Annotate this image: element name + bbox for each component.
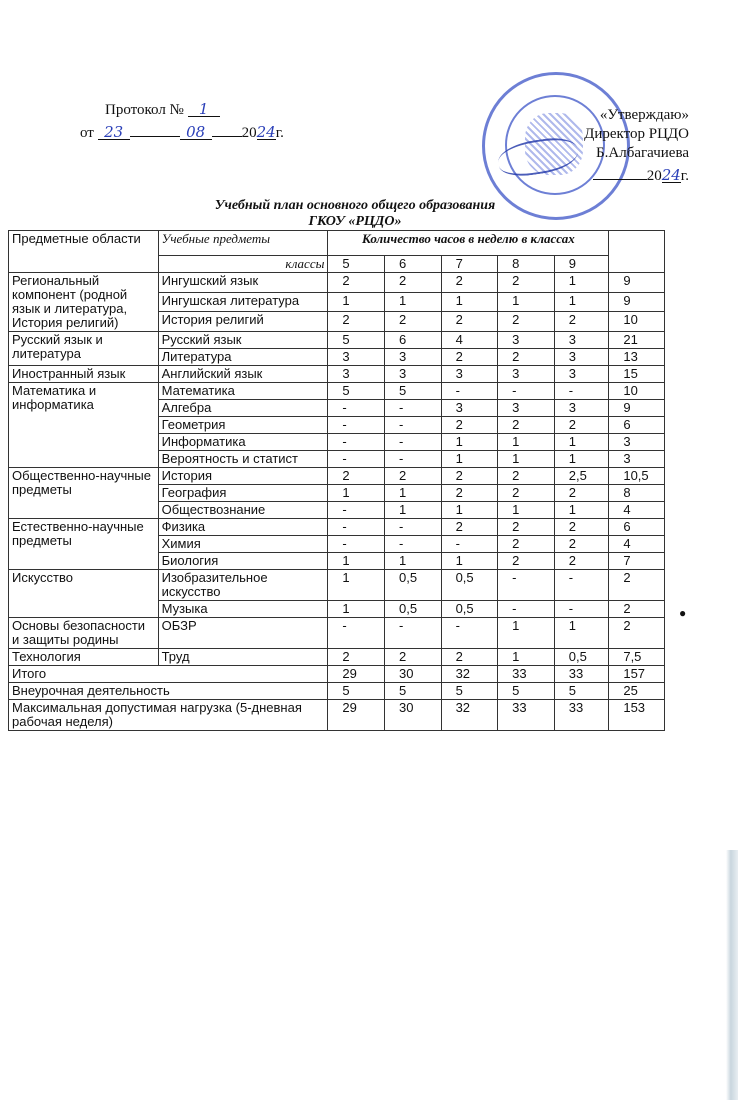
protocol-year-end: г. [275, 125, 284, 141]
subject-cell: Обществознание [158, 502, 328, 519]
hours-cell: - [384, 451, 441, 468]
protocol-from-label: от [80, 125, 94, 141]
hours-cell: 5 [328, 383, 385, 400]
hours-cell: - [441, 383, 498, 400]
hours-cell: 5 [328, 332, 385, 349]
hours-cell: 1 [554, 292, 609, 312]
hours-cell: 3 [328, 349, 385, 366]
table-row [9, 332, 665, 349]
subject-area-cell: Искусство [9, 570, 159, 618]
protocol-month-pad-right [212, 120, 242, 137]
totals-row [9, 700, 665, 731]
hours-cell: 2,5 [554, 468, 609, 485]
hours-cell: 1 [498, 618, 555, 649]
approval-heading: «Утверждаю» [599, 107, 689, 123]
hours-cell: 5 [441, 683, 498, 700]
hours-cell: 2 [441, 468, 498, 485]
hours-cell: 1 [554, 434, 609, 451]
hours-cell: - [328, 451, 385, 468]
total-hours-cell: 3 [609, 434, 665, 451]
hours-cell: 3 [384, 366, 441, 383]
hours-cell: 1 [328, 485, 385, 502]
title-line-2: ГКОУ «РЦДО» [308, 214, 402, 229]
header-subjects: Учебные предметы [158, 231, 328, 256]
hours-cell: 2 [384, 649, 441, 666]
total-hours-cell: 9 [609, 292, 665, 312]
total-hours-cell: 2 [609, 601, 665, 618]
hours-cell: 1 [441, 434, 498, 451]
hours-cell: - [384, 434, 441, 451]
hours-cell: - [498, 601, 555, 618]
total-hours-cell: 15 [609, 366, 665, 383]
hours-cell: 2 [554, 519, 609, 536]
stray-mark: ● [679, 606, 687, 620]
hours-cell: 32 [441, 666, 498, 683]
total-hours-cell: 25 [609, 683, 665, 700]
hours-cell: 3 [554, 332, 609, 349]
subject-cell: Физика [158, 519, 328, 536]
total-hours-cell: 7,5 [609, 649, 665, 666]
total-hours-cell: 2 [609, 570, 665, 601]
header-grade: 9 [554, 256, 609, 273]
subject-cell: География [158, 485, 328, 502]
hours-cell: 2 [554, 485, 609, 502]
hours-cell: 1 [554, 502, 609, 519]
header-classes-label: классы [158, 256, 328, 273]
subject-cell: Информатика [158, 434, 328, 451]
hours-cell: 1 [328, 292, 385, 312]
hours-cell: 33 [498, 700, 555, 731]
hours-cell: 3 [554, 349, 609, 366]
hours-cell: 0,5 [441, 570, 498, 601]
table-row [9, 649, 665, 666]
subject-area-cell: Русский язык и литература [9, 332, 159, 366]
hours-cell: 30 [384, 666, 441, 683]
header-grade: 7 [441, 256, 498, 273]
hours-cell: 3 [441, 366, 498, 383]
hours-cell: 5 [384, 683, 441, 700]
header-grade: 6 [384, 256, 441, 273]
hours-cell: - [328, 618, 385, 649]
total-hours-cell: 13 [609, 349, 665, 366]
header-hours: Количество часов в неделю в классах [328, 231, 609, 256]
hours-cell: 3 [441, 400, 498, 417]
hours-cell: 33 [554, 666, 609, 683]
approval-date-blank [593, 163, 647, 180]
subject-area-cell: Естественно-научные предметы [9, 519, 159, 570]
header-grade: 8 [498, 256, 555, 273]
hours-cell: 1 [554, 618, 609, 649]
hours-cell: 0,5 [384, 601, 441, 618]
hours-cell: 2 [328, 312, 385, 332]
approval-date-prefix: 20 [646, 168, 662, 184]
protocol-number: 1 [188, 100, 220, 117]
subject-area-cell: Математика и информатика [9, 383, 159, 468]
hours-cell: 2 [384, 468, 441, 485]
hours-cell: 1 [554, 273, 609, 293]
hours-cell: - [328, 434, 385, 451]
protocol-year-prefix: 20 [241, 125, 257, 141]
document-title [190, 198, 520, 230]
hours-cell: - [441, 536, 498, 553]
hours-cell: 1 [441, 292, 498, 312]
approval-block [565, 106, 689, 186]
hours-cell: 2 [441, 417, 498, 434]
approval-name: Б.Албагачиева [596, 145, 689, 161]
hours-cell: 2 [384, 273, 441, 293]
hours-cell: 2 [328, 468, 385, 485]
total-hours-cell: 10,5 [609, 468, 665, 485]
page-edge-shadow [726, 850, 738, 1100]
protocol-date-line [80, 120, 284, 143]
hours-cell: 1 [384, 292, 441, 312]
table-row [9, 570, 665, 601]
hours-cell: - [554, 570, 609, 601]
total-hours-cell: 9 [609, 273, 665, 293]
hours-cell: - [328, 417, 385, 434]
hours-cell: 1 [498, 502, 555, 519]
hours-cell: 5 [384, 383, 441, 400]
hours-cell: 3 [498, 400, 555, 417]
header-row [9, 231, 665, 256]
hours-cell: 5 [328, 683, 385, 700]
hours-cell: 33 [554, 700, 609, 731]
hours-cell: 2 [498, 485, 555, 502]
subject-cell: Геометрия [158, 417, 328, 434]
approval-date [565, 163, 689, 186]
hours-cell: 1 [498, 451, 555, 468]
hours-cell: 6 [384, 332, 441, 349]
hours-cell: - [384, 519, 441, 536]
hours-cell: 2 [498, 519, 555, 536]
total-hours-cell: 7 [609, 553, 665, 570]
subject-cell: История религий [158, 312, 328, 332]
hours-cell: 3 [384, 349, 441, 366]
totals-label-cell: Итого [9, 666, 328, 683]
hours-cell: - [384, 536, 441, 553]
total-hours-cell: 8 [609, 485, 665, 502]
hours-cell: 5 [554, 683, 609, 700]
hours-cell: 3 [554, 366, 609, 383]
protocol-number-line [80, 100, 284, 120]
subject-cell: ОБЗР [158, 618, 328, 649]
subject-cell: Математика [158, 383, 328, 400]
curriculum-table-body [9, 231, 665, 731]
hours-cell: 32 [441, 700, 498, 731]
subject-cell: Ингушская литература [158, 292, 328, 312]
header-total [609, 231, 665, 273]
subject-cell: Биология [158, 553, 328, 570]
subject-cell: Труд [158, 649, 328, 666]
hours-cell: 2 [441, 519, 498, 536]
hours-cell: 1 [441, 502, 498, 519]
hours-cell: 2 [498, 312, 555, 332]
hours-cell: - [498, 383, 555, 400]
hours-cell: - [441, 618, 498, 649]
hours-cell: - [328, 400, 385, 417]
curriculum-table [8, 230, 665, 731]
header-grade: 5 [328, 256, 385, 273]
hours-cell: 2 [441, 649, 498, 666]
hours-cell: - [328, 519, 385, 536]
protocol-block [80, 100, 284, 143]
subject-cell: Химия [158, 536, 328, 553]
hours-cell: 3 [328, 366, 385, 383]
subject-cell: Музыка [158, 601, 328, 618]
total-hours-cell: 3 [609, 451, 665, 468]
hours-cell: 0,5 [441, 601, 498, 618]
hours-cell: 2 [554, 417, 609, 434]
subject-cell: История [158, 468, 328, 485]
protocol-day: 23 [98, 123, 130, 140]
hours-cell: 3 [498, 366, 555, 383]
total-hours-cell: 10 [609, 312, 665, 332]
hours-cell: 1 [384, 502, 441, 519]
approval-date-end: г. [680, 168, 689, 184]
header-areas: Предметные области [9, 231, 159, 273]
subject-cell: Английский язык [158, 366, 328, 383]
hours-cell: 4 [441, 332, 498, 349]
hours-cell: 1 [498, 649, 555, 666]
hours-cell: 29 [328, 666, 385, 683]
hours-cell: 2 [441, 485, 498, 502]
hours-cell: - [384, 618, 441, 649]
hours-cell: 2 [554, 312, 609, 332]
hours-cell: 2 [498, 417, 555, 434]
total-hours-cell: 4 [609, 536, 665, 553]
hours-cell: - [384, 417, 441, 434]
hours-cell: 1 [384, 553, 441, 570]
hours-cell: 2 [441, 273, 498, 293]
subject-area-cell: Региональный компонент (родной язык и литература, История религий) [9, 273, 159, 332]
total-hours-cell: 157 [609, 666, 665, 683]
hours-cell: 2 [498, 468, 555, 485]
title-line-1: Учебный план основного общего образования [214, 198, 496, 213]
hours-cell: 30 [384, 700, 441, 731]
subject-cell: Вероятность и статист [158, 451, 328, 468]
subject-area-cell: Иностранный язык [9, 366, 159, 383]
subject-area-cell: Общественно-научные предметы [9, 468, 159, 519]
hours-cell: 1 [328, 553, 385, 570]
hours-cell: 1 [441, 451, 498, 468]
hours-cell: 2 [441, 349, 498, 366]
protocol-month-pad-left [130, 120, 180, 137]
hours-cell: - [384, 400, 441, 417]
total-hours-cell: 10 [609, 383, 665, 400]
hours-cell: 0,5 [384, 570, 441, 601]
hours-cell: 2 [498, 273, 555, 293]
hours-cell: - [554, 601, 609, 618]
hours-cell: 33 [498, 666, 555, 683]
hours-cell: 1 [328, 601, 385, 618]
hours-cell: 0,5 [554, 649, 609, 666]
table-row [9, 383, 665, 400]
hours-cell: - [328, 536, 385, 553]
approval-position: Директор РЦДО [584, 126, 689, 142]
hours-cell: 3 [498, 332, 555, 349]
hours-cell: 2 [498, 349, 555, 366]
hours-cell: - [498, 570, 555, 601]
totals-label-cell: Внеурочная деятельность [9, 683, 328, 700]
total-hours-cell: 2 [609, 618, 665, 649]
total-hours-cell: 4 [609, 502, 665, 519]
hours-cell: 1 [328, 570, 385, 601]
totals-row [9, 683, 665, 700]
hours-cell: - [554, 383, 609, 400]
approval-date-year: 24 [661, 166, 681, 184]
hours-cell: 2 [441, 312, 498, 332]
subject-cell: Русский язык [158, 332, 328, 349]
hours-cell: 1 [384, 485, 441, 502]
hours-cell: 2 [328, 273, 385, 293]
hours-cell: 2 [554, 553, 609, 570]
hours-cell: 1 [441, 553, 498, 570]
total-hours-cell: 6 [609, 519, 665, 536]
total-hours-cell: 6 [609, 417, 665, 434]
hours-cell: 2 [384, 312, 441, 332]
table-row [9, 366, 665, 383]
totals-row [9, 666, 665, 683]
table-row [9, 519, 665, 536]
hours-cell: 2 [498, 536, 555, 553]
hours-cell: 2 [498, 553, 555, 570]
table-row [9, 468, 665, 485]
table-row [9, 273, 665, 293]
hours-cell: 5 [498, 683, 555, 700]
subject-cell: Алгебра [158, 400, 328, 417]
hours-cell: 1 [498, 434, 555, 451]
total-hours-cell: 21 [609, 332, 665, 349]
hours-cell: 3 [554, 400, 609, 417]
subject-cell: Ингушский язык [158, 273, 328, 293]
hours-cell: 1 [554, 451, 609, 468]
totals-label-cell: Максимальная допустимая нагрузка (5-дневная рабочая неделя) [9, 700, 328, 731]
subject-area-cell: Основы безопасности и защиты родины [9, 618, 159, 649]
subject-area-cell: Технология [9, 649, 159, 666]
subject-cell: Изобразительное искусство [158, 570, 328, 601]
protocol-year-suffix: 24 [256, 123, 276, 141]
hours-cell: 29 [328, 700, 385, 731]
hours-cell: 2 [554, 536, 609, 553]
hours-cell: 1 [498, 292, 555, 312]
hours-cell: - [328, 502, 385, 519]
total-hours-cell: 153 [609, 700, 665, 731]
protocol-label: Протокол № [105, 102, 184, 118]
table-row [9, 618, 665, 649]
hours-cell: 2 [328, 649, 385, 666]
total-hours-cell: 9 [609, 400, 665, 417]
protocol-month: 08 [180, 123, 212, 140]
subject-cell: Литература [158, 349, 328, 366]
